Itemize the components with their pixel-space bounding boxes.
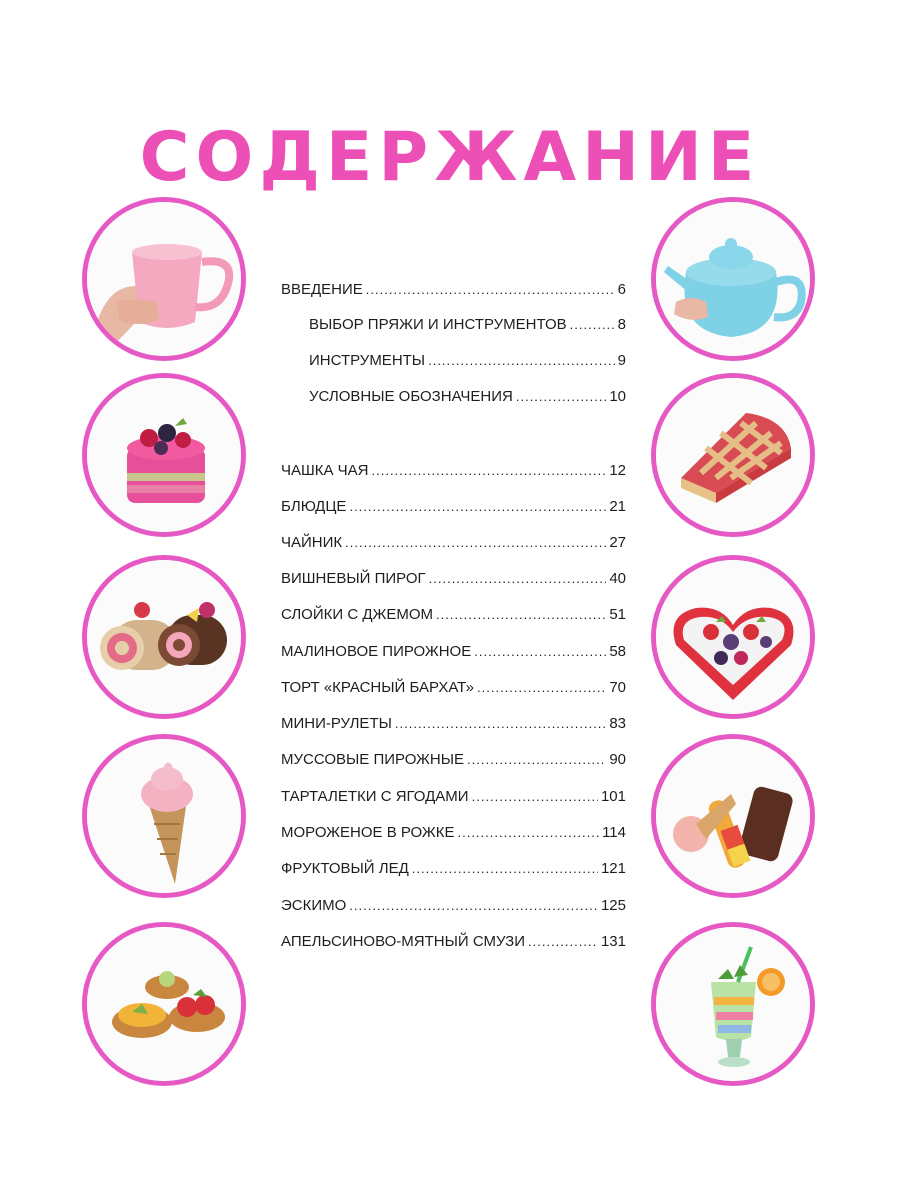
toc-item-label: ВИШНЕВЫЙ ПИРОГ (281, 570, 426, 587)
toc-item-label: ЭСКИМО (281, 897, 347, 914)
toc-item-fruit-ice[interactable] (281, 860, 626, 877)
toc-item-label: ВЫБОР ПРЯЖИ И ИНСТРУМЕНТОВ (309, 316, 567, 333)
toc-item-page: 90 (609, 751, 626, 768)
teacup-photo (82, 197, 246, 361)
toc-dot-leader (570, 317, 615, 332)
toc-item-page: 10 (609, 388, 626, 405)
toc-item-berry-tartlets[interactable] (281, 788, 626, 805)
cherry-pie-photo (651, 373, 815, 537)
toc-dot-leader (436, 607, 606, 622)
toc-item-eskimo[interactable] (281, 897, 626, 914)
berry-cake-photo (82, 373, 246, 537)
toc-item-label: ИНСТРУМЕНТЫ (309, 352, 426, 369)
toc-item-label: ФРУКТОВЫЙ ЛЕД (281, 860, 409, 877)
toc-dot-leader (474, 644, 606, 659)
toc-dot-leader (457, 825, 599, 840)
toc-item-page: 12 (609, 462, 626, 479)
toc-item-page: 40 (609, 570, 626, 587)
toc-dot-leader (467, 752, 606, 767)
heart-cake-photo (651, 555, 815, 719)
toc-item-page: 121 (600, 860, 626, 877)
toc-item-label: АПЕЛЬСИНОВО-МЯТНЫЙ СМУЗИ (281, 933, 526, 950)
toc-dot-leader (366, 282, 615, 297)
toc-item-label: ЧАШКА ЧАЯ (281, 462, 369, 479)
toc-item-label: МОРОЖЕНОЕ В РОЖКЕ (281, 824, 455, 841)
toc-item-label: ТАРТАЛЕТКИ С ЯГОДАМИ (281, 788, 469, 805)
toc-item-label: ЧАЙНИК (281, 534, 343, 551)
toc-item-jam-puffs[interactable] (281, 606, 626, 623)
toc-dot-leader (516, 389, 606, 404)
toc-item-page: 9 (617, 352, 626, 369)
popsicles-photo (651, 734, 815, 898)
toc-item-label: МИНИ-РУЛЕТЫ (281, 715, 392, 732)
toc-item-mousse-cakes[interactable] (281, 751, 626, 768)
toc-dot-leader (349, 898, 598, 913)
toc-item-page: 70 (609, 679, 626, 696)
toc-item-tools[interactable] (309, 352, 626, 369)
toc-item-page: 83 (609, 715, 626, 732)
toc-item-page: 21 (609, 498, 626, 515)
toc-item-label: ТОРТ «КРАСНЫЙ БАРХАТ» (281, 679, 475, 696)
toc-item-mini-rolls[interactable] (281, 715, 626, 732)
berry-tartlets-photo (82, 922, 246, 1086)
toc-dot-leader (429, 571, 607, 586)
toc-item-page: 125 (600, 897, 626, 914)
toc-item-label: УСЛОВНЫЕ ОБОЗНАЧЕНИЯ (309, 388, 513, 405)
toc-item-page: 8 (617, 316, 626, 333)
page-title: СОДЕРЖАНИЕ (139, 118, 761, 197)
toc-item-page: 114 (602, 824, 626, 841)
toc-dot-leader (412, 861, 598, 876)
toc-dot-leader (395, 716, 606, 731)
toc-item-label: СЛОЙКИ С ДЖЕМОМ (281, 606, 433, 623)
toc-item-page: 27 (609, 534, 626, 551)
toc-dot-leader (472, 789, 598, 804)
toc-dot-leader (477, 680, 606, 695)
toc-item-page: 101 (600, 788, 626, 805)
swiss-rolls-photo (82, 555, 246, 719)
toc-item-page: 58 (609, 643, 626, 660)
smoothie-photo (651, 922, 815, 1086)
toc-item-raspberry-cake[interactable] (281, 643, 626, 660)
toc-item-teacup[interactable] (281, 462, 626, 479)
toc-item-saucer[interactable] (281, 498, 626, 515)
toc-item-red-velvet[interactable] (281, 679, 626, 696)
toc-dot-leader (345, 535, 606, 550)
toc-dot-leader (372, 463, 607, 478)
toc-dot-leader (428, 353, 615, 368)
toc-item-introduction[interactable] (281, 281, 626, 298)
toc-dot-leader (528, 934, 598, 949)
toc-item-cherry-pie[interactable] (281, 570, 626, 587)
toc-item-yarn-tools[interactable] (309, 316, 626, 333)
ice-cream-cone-photo (82, 734, 246, 898)
toc-item-ice-cream-cone[interactable] (281, 824, 626, 841)
toc-item-page: 51 (609, 606, 626, 623)
toc-dot-leader (349, 499, 606, 514)
toc-item-page: 131 (600, 933, 626, 950)
toc-item-label: МУССОВЫЕ ПИРОЖНЫЕ (281, 751, 465, 768)
toc-item-symbols[interactable] (309, 388, 626, 405)
toc-item-label: МАЛИНОВОЕ ПИРОЖНОЕ (281, 643, 472, 660)
toc-item-label: БЛЮДЦЕ (281, 498, 347, 515)
toc-item-orange-mint-smoothie[interactable] (281, 933, 626, 950)
toc-item-label: ВВЕДЕНИЕ (281, 281, 363, 298)
toc-item-teapot[interactable] (281, 534, 626, 551)
toc-item-page: 6 (617, 281, 626, 298)
teapot-photo (651, 197, 815, 361)
